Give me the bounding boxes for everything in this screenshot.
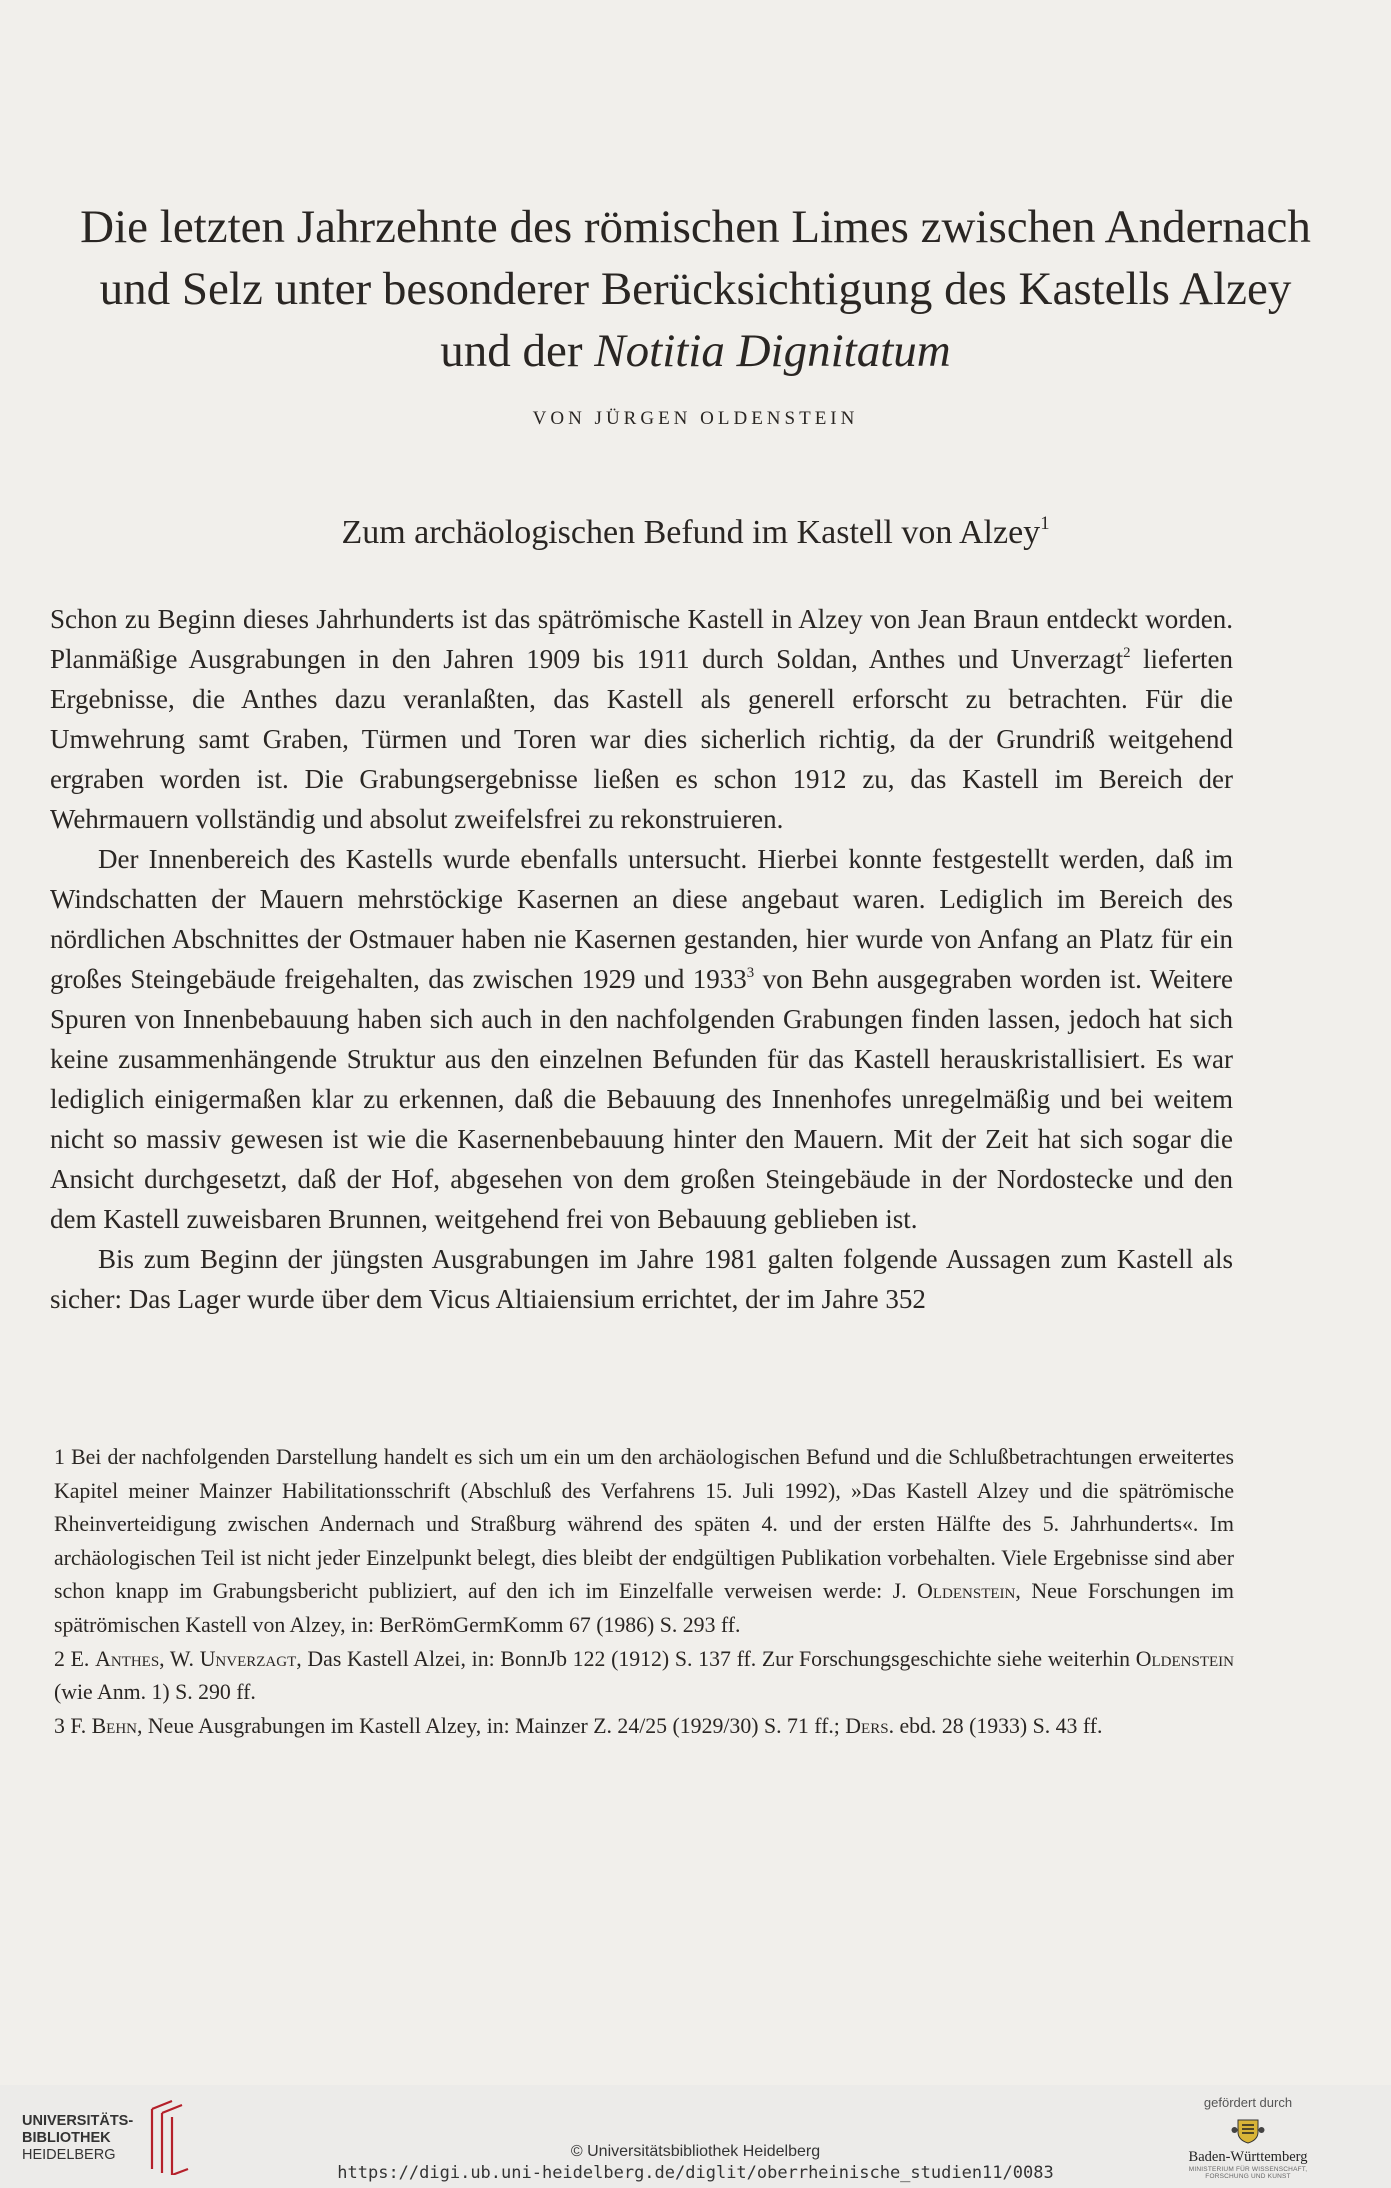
footnote-text: , Neue Forschungen im spätrömischen Kastell von Alzey, in: BerRömGermKomm 67 (1986) S. 293 ff. <box>54 1579 1234 1637</box>
author-name: Unverzagt <box>199 1646 297 1671</box>
author-name: Oldenstein <box>917 1579 1016 1604</box>
footnotes <box>54 1441 1234 1743</box>
footnote-ref: 1 <box>1040 512 1050 534</box>
viewer-footer <box>0 2085 1391 2188</box>
paragraph-text: von Behn ausgegraben worden ist. Weitere Spuren von Innenbebauung haben sich auch in den nachfolgenden Grabungen finden lassen, jedoch hat sich keine zusammenhängende Struktur aus den einzelnen Befunden für das Kastell herauskristallisiert. Es war lediglich einigermaßen klar zu erkennen, daß die Bebauung des Innenhofes unregelmäßig und bei weitem nicht so massiv gewesen ist wie die Kasernenbebauung hinter den Mauern. Mit der Zeit hat sich sogar die Ansicht durchgesetzt, daß der Hof, abgesehen von dem großen Steingebäude in der Nordostecke und den dem Kastell zuweisbaren Brunnen, weitgehend frei von Bebauung geblieben ist. <box>50 964 1233 1234</box>
footnote-text: 2 E. <box>54 1646 90 1671</box>
footnote-text: , Das Kastell Alzei, in: BonnJb 122 (1912) S. 137 ff. Zur Forschungsgeschichte siehe weiterhin <box>296 1646 1136 1671</box>
paragraph-text: Der Innenbereich des Kastells wurde ebenfalls untersucht. Hierbei konnte festgestellt werden, daß im Windschatten der Mauern mehrstöckige Kasernen an diese angebaut waren. Lediglich im Bereich des nördlichen Abschnittes der Ostmauer haben nie Kasernen gestanden, hier wurde von Anfang an Platz für ein großes Steingebäude freigehalten, das zwischen 1929 und 1933 <box>50 844 1233 994</box>
author-name: Oldenstein <box>1135 1646 1235 1671</box>
funder-logo[interactable] <box>1168 2095 1328 2180</box>
state-name: Baden-Württemberg <box>1188 2149 1308 2165</box>
paragraph-text: Schon zu Beginn dieses Jahrhunderts ist das spätrömische Kastell in Alzey von Jean Braun entdeckt worden. Planmäßige Ausgrabungen in den Jahren 1909 bis 1911 durch Soldan, Anthes und Unverzagt <box>50 604 1233 674</box>
author-name: Ders <box>845 1713 889 1738</box>
body-text <box>50 599 1233 1319</box>
library-name-line: BIBLIOTHEK <box>22 2130 111 2146</box>
article-title <box>60 196 1331 382</box>
footnote-text: . ebd. 28 (1933) S. 43 ff. <box>888 1713 1103 1738</box>
footnote-text: 1 Bei der nachfolgenden Darstellung handelt es sich um ein um den archäologischen Befund und die Schlußbetrachtungen erweitertes Kapitel meiner Mainzer Habilitationsschrift (Abschluß des Verfahrens 15. Juli 1992), »Das Kastell Alzey und die spätrömische Rheinverteidigung zwischen Andernach und Straßburg während des späten 4. und der ersten Hälfte des 5. Jahrhunderts«. Im archäologischen Teil ist nicht jeder Einzelpunkt belegt, dies bleibt der endgültigen Publikation vorbehalten. Viele Ergebnisse sind aber schon knapp im Grabungsbericht publiziert, auf den ich im Einzelfalle verweisen werde: J. <box>54 1445 1234 1604</box>
footnote-ref: 3 <box>746 964 755 981</box>
paragraph-2 <box>50 839 1233 1239</box>
footnote-ref: 2 <box>1123 644 1131 661</box>
paragraph-3: Bis zum Beginn der jüngsten Ausgrabungen im Jahre 1981 galten folgende Aussagen zum Kastell als sicher: Das Lager wurde über dem Vicus Altiaiensium errichtet, der im Jahre 352 <box>50 1244 1233 1314</box>
state-crest-icon <box>1231 2116 1265 2144</box>
copyright-text: © Universitätsbibliothek Heidelberg <box>570 2143 821 2160</box>
footnote-text: (wie Anm. 1) S. 290 ff. <box>54 1680 256 1705</box>
permalink[interactable]: https://digi.ub.uni-heidelberg.de/diglit/oberrheinische_studien11/0083 <box>337 2163 1054 2183</box>
footnote-text: , W. <box>159 1646 194 1671</box>
title-main: Die letzten Jahrzehnte des römischen Limes zwischen Andernach und Selz unter besonderer Berücksichtigung des Kastells Alzey und der <box>80 201 1311 377</box>
section-title: Zum archäologischen Befund im Kastell von Alzey <box>341 514 1041 551</box>
footnote-3 <box>54 1710 1234 1744</box>
ministry-name: MINISTERIUM FÜR WISSENSCHAFT, FORSCHUNG UND KUNST <box>1188 2166 1308 2180</box>
section-heading <box>0 514 1391 552</box>
author-line: VON JÜRGEN OLDENSTEIN <box>532 408 859 429</box>
library-name-line: HEIDELBERG <box>22 2147 116 2163</box>
paragraph-1 <box>50 599 1233 839</box>
library-name-line: UNIVERSITÄTS- <box>22 2113 134 2129</box>
footnote-2 <box>54 1643 1234 1710</box>
footnote-1 <box>54 1441 1234 1643</box>
author-name: Anthes <box>95 1646 160 1671</box>
title-italic: Notitia Dignitatum <box>594 325 951 377</box>
author-name: Behn <box>91 1713 138 1738</box>
funded-by-label: gefördert durch <box>1203 2095 1293 2110</box>
paragraph-text: lieferten Ergebnisse, die Anthes dazu veranlaßten, das Kastell als generell erforscht zu betrachten. Für die Umwehrung samt Graben, Türmen und Toren war dies sicherlich richtig, da der Grundriß weitgehend ergraben worden ist. Die Grabungsergebnisse ließen es schon 1912 zu, das Kastell im Bereich der Wehrmauern vollständig und absolut zweifelsfrei zu rekonstruieren. <box>50 644 1233 834</box>
footnote-text: , Neue Ausgrabungen im Kastell Alzey, in: Mainzer Z. 24/25 (1929/30) S. 71 ff.; <box>137 1713 846 1738</box>
footnote-text: 3 F. <box>54 1713 87 1738</box>
